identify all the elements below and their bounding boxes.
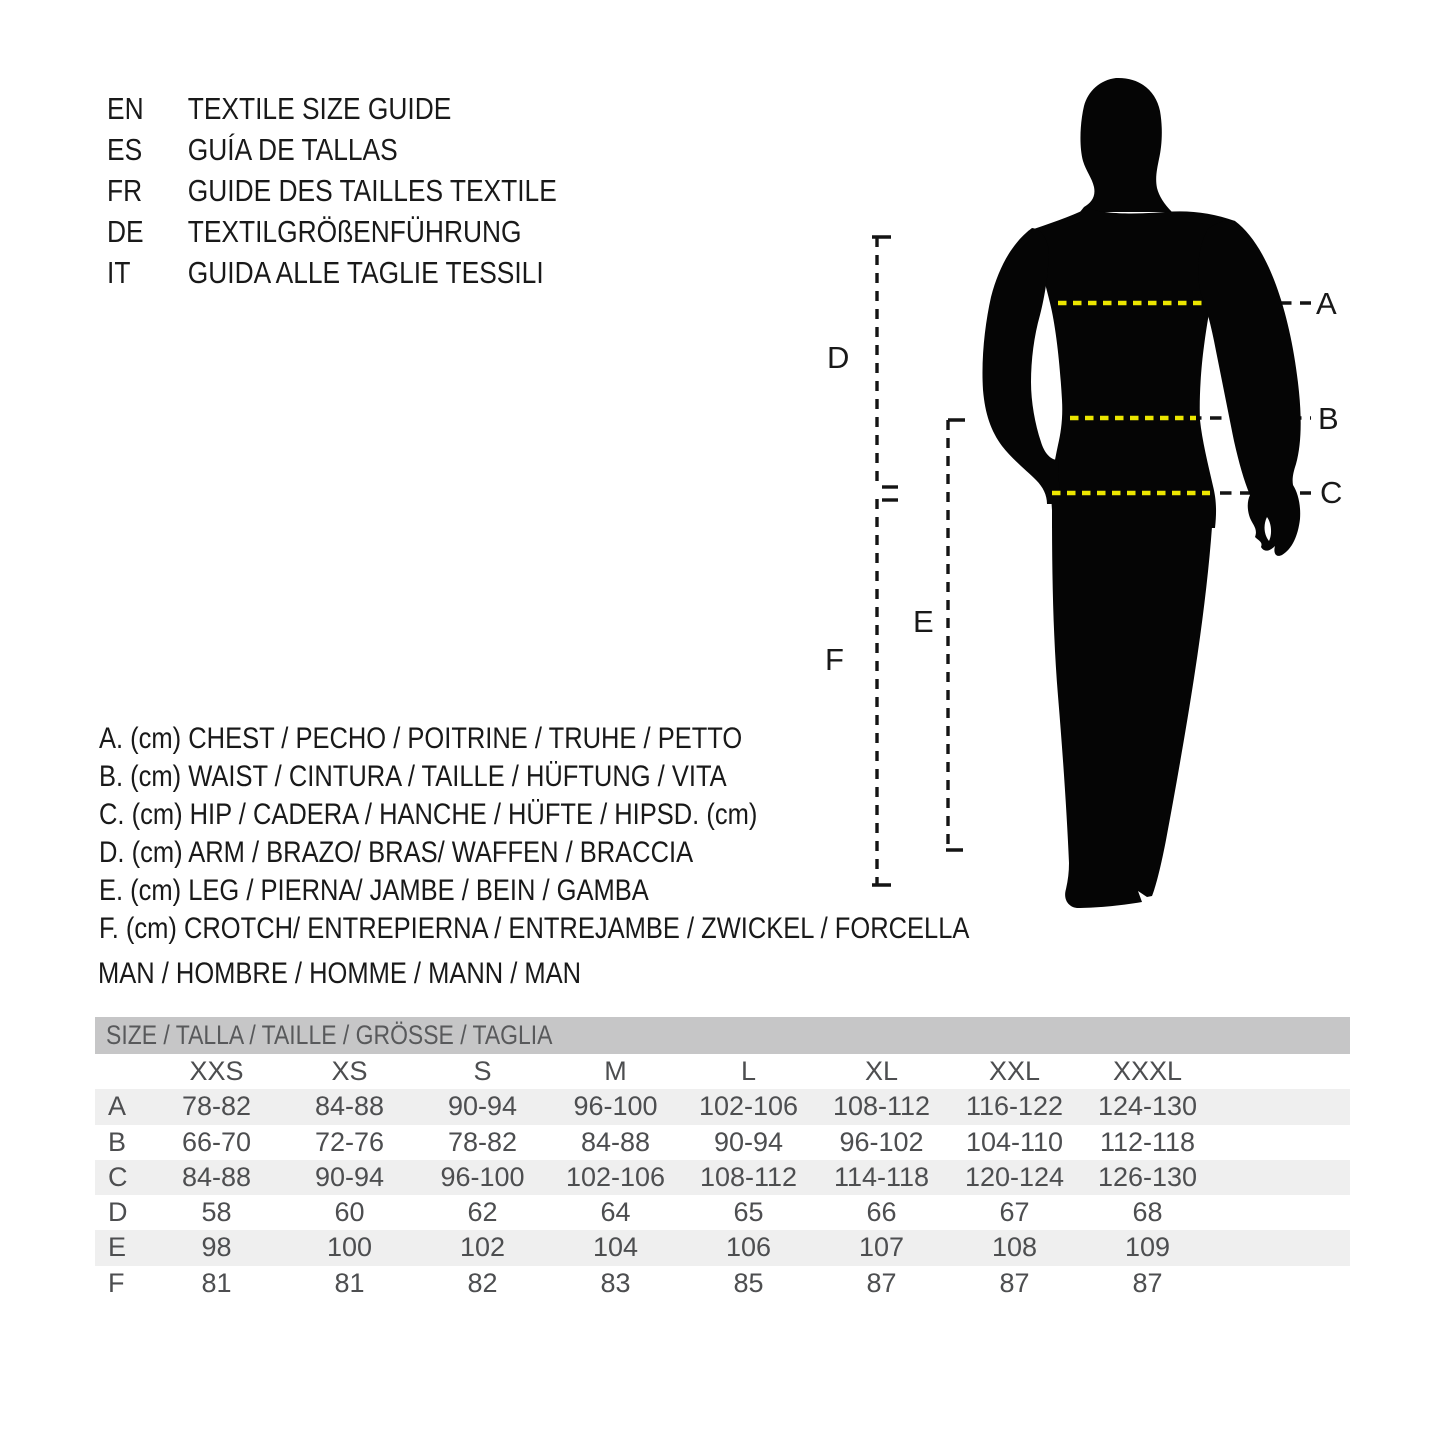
silhouette-right-arm (1198, 220, 1301, 555)
lang-title: GUIDA ALLE TAGLIE TESSILI (187, 255, 544, 290)
cell: 106 (725, 1232, 772, 1263)
cell: 109 (1124, 1232, 1171, 1263)
cell: 108-112 (832, 1091, 931, 1122)
cell: 78-82 (181, 1091, 252, 1122)
cell: 120-124 (964, 1161, 1065, 1192)
label-crotch: F (825, 642, 844, 677)
cell: 98 (201, 1232, 232, 1263)
cell: 87 (1132, 1267, 1163, 1298)
column-header: XXXL (1112, 1056, 1183, 1086)
cell: 96-102 (839, 1126, 924, 1157)
abc-dash-lines-yellow (1052, 303, 1210, 493)
cell: 87 (866, 1267, 897, 1298)
lang-code: DE (107, 214, 144, 249)
lang-row-it (107, 252, 557, 293)
cell: 107 (858, 1232, 905, 1263)
cell: 90-94 (314, 1161, 385, 1192)
row-label: E (108, 1232, 127, 1263)
column-header: M (604, 1056, 627, 1086)
cell: 102-106 (698, 1091, 799, 1122)
cell: 100 (326, 1232, 373, 1263)
legend-hip: C. (cm) HIP / CADERA / HANCHE / HÜFTE / HIPSD. (cm) (99, 798, 758, 831)
cell: 81 (334, 1267, 365, 1298)
cell: 68 (1132, 1197, 1163, 1228)
row-label: A (108, 1091, 127, 1122)
lang-code: FR (107, 173, 143, 208)
size-table-header-row (95, 1054, 1350, 1089)
cell: 90-94 (447, 1091, 518, 1122)
figure-labels (825, 286, 1342, 677)
legend-crotch: F. (cm) CROTCH/ ENTREPIERNA / ENTREJAMBE / ZWICKEL / FORCELLA (99, 912, 970, 945)
column-header: XL (864, 1056, 899, 1086)
table-row-b (95, 1125, 1350, 1160)
row-label: B (108, 1126, 127, 1157)
cell: 78-82 (447, 1126, 518, 1157)
lang-row-fr (107, 170, 557, 211)
lang-title: GUIDE DES TAILLES TEXTILE (187, 173, 557, 208)
column-header: XXL (988, 1056, 1041, 1086)
label-chest: A (1316, 286, 1337, 321)
cell: 114-118 (833, 1161, 930, 1192)
language-title-block (107, 88, 636, 293)
cell: 72-76 (314, 1126, 385, 1157)
legend-chest: A. (cm) CHEST / PECHO / POITRINE / TRUHE / PETTO (99, 722, 743, 755)
lang-title: TEXTILE SIZE GUIDE (187, 91, 452, 126)
cell: 84-88 (181, 1161, 252, 1192)
cell: 66 (866, 1197, 897, 1228)
cell: 62 (467, 1197, 498, 1228)
size-table-title: SIZE / TALLA / TAILLE / GRÖSSE / TAGLIA (106, 1020, 553, 1050)
size-table (95, 1017, 1350, 1301)
cell: 65 (733, 1197, 764, 1228)
corner-cell (95, 1054, 150, 1089)
gender-line: MAN / HOMBRE / HOMME / MANN / MAN (98, 957, 582, 990)
label-leg: E (913, 604, 934, 639)
cell: 116-122 (965, 1091, 1064, 1122)
lang-row-en (107, 88, 557, 129)
cell: 124-130 (1097, 1091, 1198, 1122)
cell: 102 (459, 1232, 506, 1263)
cell: 126-130 (1097, 1161, 1198, 1192)
cell: 85 (733, 1267, 764, 1298)
legend-waist: B. (cm) WAIST / CINTURA / TAILLE / HÜFTUNG / VITA (99, 760, 727, 793)
legend-leg: E. (cm) LEG / PIERNA/ JAMBE / BEIN / GAMBA (99, 874, 649, 907)
lang-title: GUÍA DE TALLAS (187, 132, 398, 167)
lang-row-de (107, 211, 557, 252)
silhouette-head (1080, 78, 1172, 212)
cell: 108 (991, 1232, 1038, 1263)
lang-code: EN (107, 91, 144, 126)
cell: 66-70 (181, 1126, 252, 1157)
measurement-legend (99, 720, 1123, 948)
abc-dash-lines-black (1060, 303, 1311, 493)
cell: 84-88 (580, 1126, 651, 1157)
cell: 64 (600, 1197, 631, 1228)
label-hip: C (1320, 475, 1343, 510)
cell: 84-88 (314, 1091, 385, 1122)
lang-row-es (107, 129, 557, 170)
cell: 96-100 (573, 1091, 658, 1122)
lang-code: IT (107, 255, 131, 290)
silhouette-hand-notch (1265, 517, 1272, 541)
cell: 60 (334, 1197, 365, 1228)
column-header: S (473, 1056, 492, 1086)
cell: 67 (999, 1197, 1030, 1228)
cell: 102-106 (565, 1161, 666, 1192)
cell: 81 (201, 1267, 232, 1298)
label-waist: B (1318, 401, 1339, 436)
cell: 104 (592, 1232, 639, 1263)
label-arm: D (827, 340, 850, 375)
table-row-d (95, 1195, 1350, 1230)
table-row-a (95, 1089, 1350, 1124)
cell: 82 (467, 1267, 498, 1298)
column-header: XS (331, 1056, 368, 1086)
size-table-title-bar (95, 1017, 1350, 1054)
cell: 58 (201, 1197, 232, 1228)
legend-arm: D. (cm) ARM / BRAZO/ BRAS/ WAFFEN / BRACCIA (99, 836, 694, 869)
row-label: D (108, 1197, 128, 1228)
lang-title: TEXTILGRÖßENFÜHRUNG (187, 214, 522, 249)
cell: 87 (999, 1267, 1030, 1298)
cell: 112-118 (1099, 1126, 1196, 1157)
table-row-e (95, 1230, 1350, 1265)
table-row-f (95, 1266, 1350, 1301)
cell: 96-100 (440, 1161, 525, 1192)
row-label: F (108, 1267, 125, 1298)
lang-code: ES (107, 132, 143, 167)
silhouette-left-arm (982, 228, 1060, 504)
row-label: C (108, 1161, 128, 1192)
cell: 90-94 (713, 1126, 784, 1157)
column-header: XXS (189, 1056, 244, 1086)
column-header: L (740, 1056, 757, 1086)
table-row-c (95, 1160, 1350, 1195)
cell: 108-112 (699, 1161, 798, 1192)
cell: 83 (600, 1267, 631, 1298)
silhouette-torso (1028, 208, 1235, 528)
cell: 104-110 (965, 1126, 1064, 1157)
